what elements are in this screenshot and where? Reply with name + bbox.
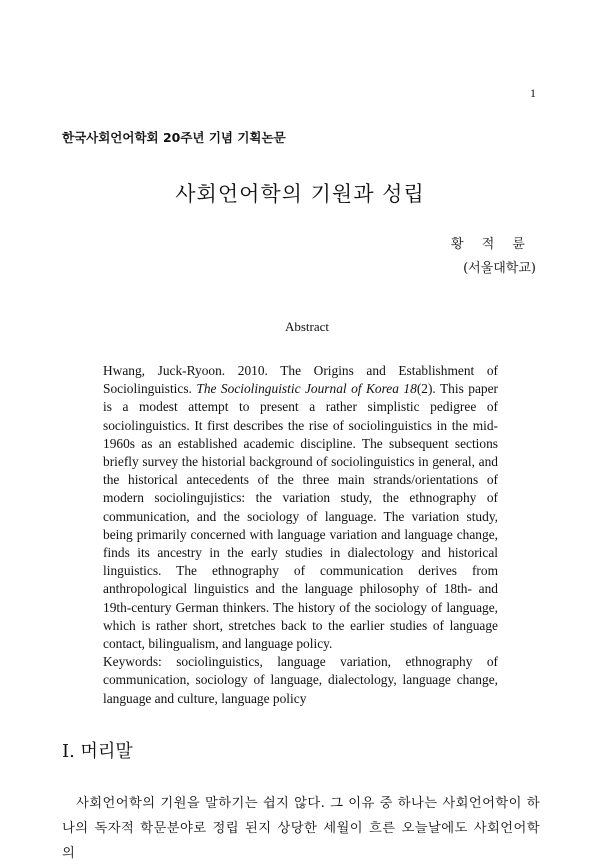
author-affiliation: (서울대학교) [463, 261, 536, 276]
keywords: Keywords: sociolinguistics, language variation, ethnography of communication, sociology of language, dialectology, language change, language and culture, language policy [103, 654, 498, 706]
abstract-paragraph [103, 362, 498, 653]
abstract-heading: Abstract [284, 319, 330, 334]
journal-title: The Sociolinguistic Journal of Korea 18 [196, 381, 417, 397]
paper-title: 사회언어학의 기원과 성립 [175, 182, 425, 206]
abstract-text: (2). This paper is a modest attempt to present a rather simplistic pedigree of sociolinguistics. It first describes the rise of sociolinguistics in the mid-1960s as an established academic discipline. The subsequent sections briefly survey the historial background of sociolinguistics in general, and the historical antecedents of the three main strands/orientations of modern sociolingujistics: the variation study, the ethnography of communication, and the sociology of language. The variation study, being primarily concerned with language variation and language change, finds its ancestry in the early studies in dialectology and historical linguistics. The ethnography of communication derives from anthropological linguistics and the language philosophy of 18th- and 19th-century German thinkers. The history of the sociology of language, which is rather short, stretches back to the earlier studies of language contact, bilingualism, and language policy. [103, 381, 498, 652]
author-name: 황 적 륜 [451, 237, 532, 252]
abstract-body [103, 362, 498, 708]
citation-text: Hwang, Juck-Ryoon. 2010. The Origins and Establishment of Sociolinguistics. [103, 363, 498, 397]
series-label: 한국사회언어학회 20주년 기념 기획논문 [62, 130, 286, 145]
body-paragraph: 사회언어학의 기원을 말하기는 쉽지 않다. 그 이유 중 하나는 사회언어학이 하나의 독자적 학문분야로 정립 된지 상당한 세월이 흐른 오늘날에도 사회언어학의 [62, 796, 540, 861]
section-heading: I. 머리말 [62, 741, 133, 762]
body-text [62, 791, 540, 866]
page-number: 1 [530, 86, 536, 100]
